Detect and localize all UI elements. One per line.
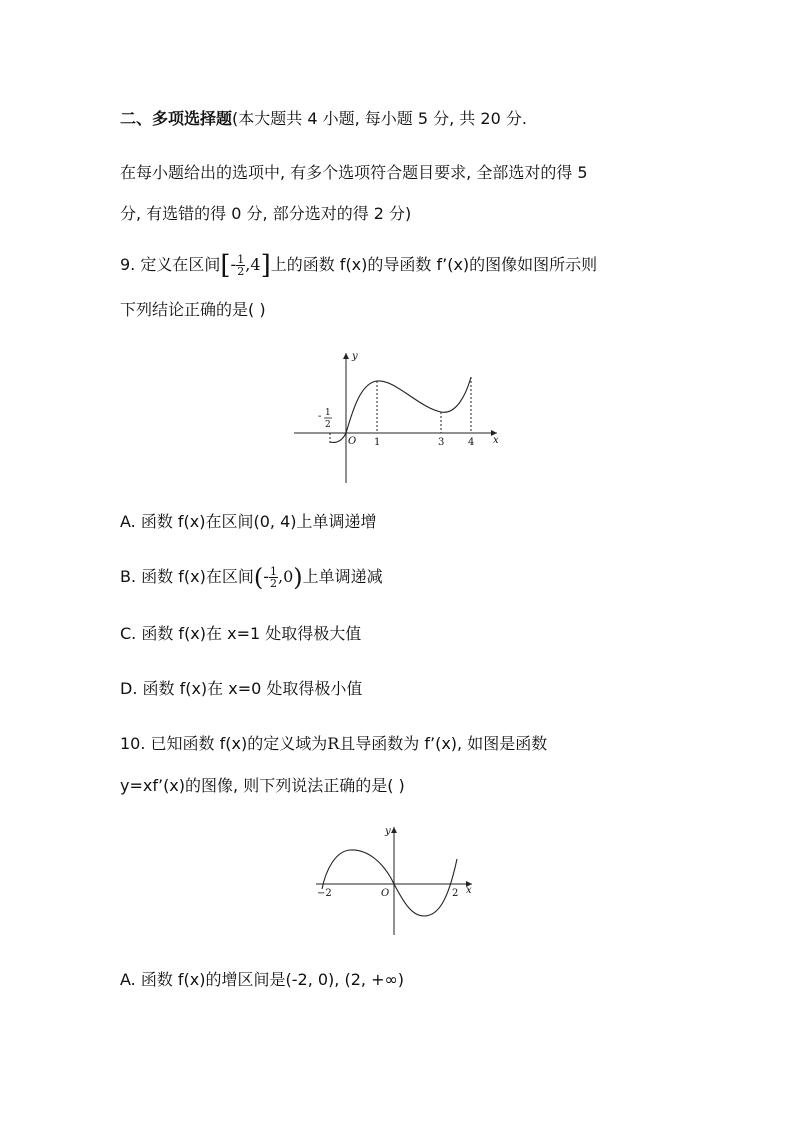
q9-option-c: C. 函数 f(x)在 x=1 处取得极大值 bbox=[120, 624, 362, 643]
q9-option-b-prefix: B. 函数 f(x)在区间 bbox=[120, 567, 254, 586]
q9-frac-den: 2 bbox=[237, 265, 245, 278]
q9-y-arrow bbox=[343, 353, 349, 359]
q10-suffix: 且导函数为 f’(x), 如图是函数 bbox=[339, 734, 548, 753]
q9-tick-1: 1 bbox=[374, 437, 381, 448]
q10-stem-line1 bbox=[120, 733, 547, 755]
q9-neg-half-den: 2 bbox=[325, 420, 331, 430]
section-intro: (本大题共 4 小题, 每小题 5 分, 共 20 分. bbox=[232, 109, 527, 128]
section-instruction-line2: 分, 有选错的得 0 分, 部分选对的得 2 分) bbox=[120, 204, 412, 223]
section-header bbox=[120, 108, 527, 130]
q9-option-b-frac-num: 1 bbox=[269, 565, 277, 578]
section-title: 二、多项选择题 bbox=[120, 109, 233, 128]
q9-stem-line2: 下列结论正确的是( ) bbox=[120, 300, 266, 319]
q9-option-b-frac-den: 2 bbox=[269, 577, 277, 590]
q10-y-label: y bbox=[385, 826, 391, 837]
q9-option-b-suffix: 上单调递减 bbox=[302, 567, 383, 586]
q9-stem-line1 bbox=[120, 250, 598, 281]
q9-neg-half-num: 1 bbox=[325, 408, 331, 418]
q9-y-label: y bbox=[352, 351, 358, 362]
q9-option-b bbox=[120, 563, 383, 592]
q9-graph bbox=[290, 345, 505, 485]
q10-graph bbox=[312, 823, 482, 938]
q9-option-b-end: ,0 bbox=[277, 567, 294, 586]
q9-interval-frac bbox=[236, 254, 245, 277]
q9-x-label: x bbox=[493, 435, 499, 446]
q9-option-b-frac bbox=[269, 566, 278, 589]
q10-prefix: 10. 已知函数 f(x)的定义域为 bbox=[120, 734, 328, 753]
q9-interval-close: ] bbox=[260, 250, 271, 281]
q9-option-a: A. 函数 f(x)在区间(0, 4)上单调递增 bbox=[120, 512, 377, 531]
q9-prefix: 9. 定义在区间 bbox=[120, 255, 221, 274]
q10-tick-2: 2 bbox=[452, 888, 459, 899]
q9-origin-label: O bbox=[348, 436, 357, 447]
q10-R: R bbox=[327, 734, 340, 753]
q10-tick-neg2: −2 bbox=[317, 888, 332, 899]
q9-interval-end: ,4 bbox=[245, 255, 261, 274]
q10-curve bbox=[322, 850, 457, 916]
q9-option-b-open: ( bbox=[253, 563, 264, 592]
q9-tick-3: 3 bbox=[438, 437, 445, 448]
q10-x-label: x bbox=[466, 885, 472, 896]
q9-frac-num: 1 bbox=[237, 253, 245, 266]
q10-stem-line2: y=xf’(x)的图像, 则下列说法正确的是( ) bbox=[120, 776, 405, 795]
q9-option-b-close: ) bbox=[293, 563, 303, 592]
q9-neg-half-sign: - bbox=[318, 411, 322, 422]
q9-interval-neg: - bbox=[230, 255, 237, 274]
q10-y-arrow bbox=[391, 827, 397, 833]
q9-interval-open: [ bbox=[220, 250, 231, 281]
q9-suffix: 上的函数 f(x)的导函数 f’(x)的图像如图所示则 bbox=[270, 255, 598, 274]
q10-option-a: A. 函数 f(x)的增区间是(-2, 0), (2, +∞) bbox=[120, 970, 405, 989]
q9-tick-4: 4 bbox=[468, 437, 475, 448]
q9-option-d: D. 函数 f(x)在 x=0 处取得极小值 bbox=[120, 679, 363, 698]
q9-option-b-neg: - bbox=[263, 567, 269, 586]
section-instruction-line1: 在每小题给出的选项中, 有多个选项符合题目要求, 全部选对的得 5 bbox=[120, 163, 588, 182]
q10-origin-label: O bbox=[381, 888, 390, 899]
